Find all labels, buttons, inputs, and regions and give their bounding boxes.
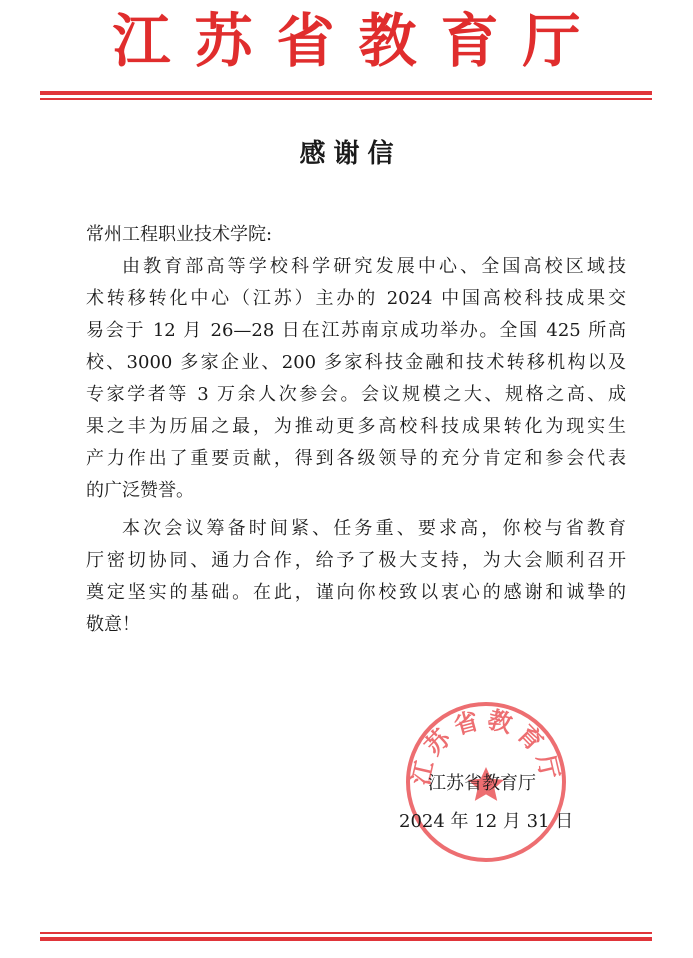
body-line: 敬意！: [86, 614, 140, 635]
body-line: 校、3000 多家企业、200 多家科技金融和技术转移机构以及: [86, 352, 626, 373]
body-line: 果之丰为历届之最，为推动更多高校科技成果转化为现实生: [86, 416, 626, 437]
body-line: 易会于 12 月 26—28 日在江苏南京成功举办。全国 425 所高: [86, 320, 626, 341]
body-line: 专家学者等 3 万余人次参会。会议规模之大、规格之高、成: [86, 384, 626, 405]
body-line: 厅密切协同、通力合作，给予了极大支持，为大会顺利召开: [86, 550, 626, 571]
seal-text: 江苏省教育厅: [406, 705, 566, 788]
letterhead-title: 江苏省教育厅: [112, 7, 605, 75]
body-line: 由教育部高等学校科学研究发展中心、全国高校区域技: [122, 256, 626, 277]
body-line: 奠定坚实的基础。在此，谨向你校致以衷心的感谢和诚挚的: [86, 582, 626, 603]
signature-date: 2024 年 12 月 31 日: [399, 811, 574, 832]
footer-rule-thick: [40, 937, 652, 941]
footer-rule-thin: [40, 932, 652, 934]
signature-org: 江苏省教育厅: [428, 773, 536, 794]
salutation: 常州工程职业技术学院:: [86, 224, 273, 245]
body-line: 术转移转化中心（江苏）主办的 2024 中国高校科技成果交: [86, 288, 626, 309]
header-rule-thick: [40, 91, 652, 95]
body-line: 产力作出了重要贡献，得到各级领导的充分肯定和参会代表: [86, 448, 626, 469]
body-line: 的广泛赞誉。: [86, 480, 194, 501]
body-line: 本次会议筹备时间紧、任务重、要求高，你校与省教育: [122, 518, 626, 539]
page-title: 感谢信: [299, 139, 402, 169]
header-rule-thin: [40, 98, 652, 100]
